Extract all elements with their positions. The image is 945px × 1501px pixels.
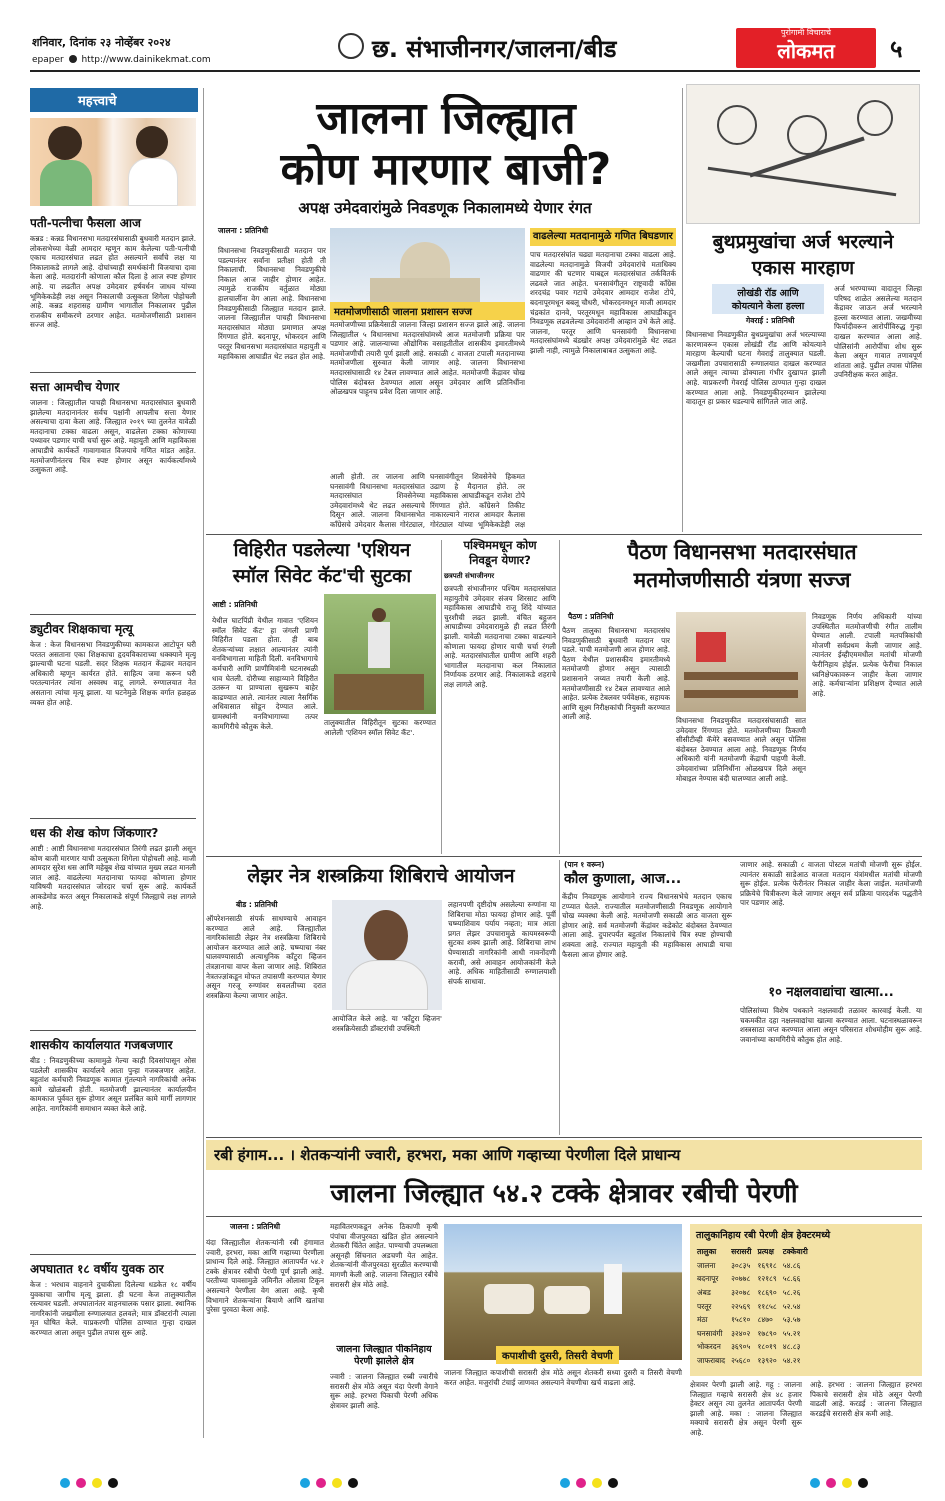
table-cell: २०७७८ [731,1274,751,1284]
laser-story [206,860,556,1135]
edition-title: छ. संभाजीनगर/जालना/बीड [372,35,617,63]
kaul-body-1: केंद्रीय निवडणूक आयोगाने राज्य विधानसभेचे मतदान एकाच टप्प्यात घेतले. राज्यातील मतमोजणीसाठी निवडणूक आयोगाने चोख व्यवस्था केली आहे. मतमोजणी सकाळी आठ वाजता सुरू होणार आहे. सर्व मतमोजणी केंद्रांवर कडेकोट बंदोबस्त ठेवण्यात आला आहे. दुपारपर्यंत बहुतांश निकालांचे चित्र स्पष्ट होण्याची शक्यता आहे. राज्यात महायुती की महाविकास आघाडी याचा फैसला आज होणार आहे. [562,892,732,959]
lead-body-left: विधानसभा निवडणुकीसाठी मतदान पार पडल्यानंतर सर्वांना प्रतीक्षा होती ती निकालाची. विधानसभा निवडणुकीचे निकाल आज जाहीर होणार आहेत. त्यामुळे राजकीय वर्तुळात मोठ्या हालचालींना वेग आला आहे. विधानसभा निवडणुकीसाठी जिल्ह्यात मतदान झाले. जालना जिल्ह्यातील पाचही विधानसभा मतदारसंघात मोठ्या प्रमाणात अपक्ष रिंगणात होते. बदनापूर, भोकरदन आणि परतूर विधानसभा मतदारसंघात महायुती व महाविकास आघाडीत थेट लढत होत आहे. [218,246,326,361]
civet-headline-line1: विहिरीत पडलेल्या 'एशियन [233,540,411,561]
table-cell: परतूर [697,1301,712,1311]
table-cell: १२१८९ [757,1274,777,1284]
rabi-photo-body: जालना जिल्ह्यात कपाशीची सरासरी क्षेत्र मोठे असून शेतकरी सध्या दुसरी व तिसरी वेचणी करत आहेत. मजुरांची टंचाई जाणवत असल्याने वेचणीचा खर्च वाढला आहे. [444,1368,682,1387]
story-body: बीड : निवडणुकीच्या कामामुळे गेल्या काही दिवसांपासून ओस पडलेली शासकीय कार्यालये आता पुन्हा गजबजणार आहेत. बहुतांश कर्मचारी निवडणूक कामात गुंतल्याने नागरिकांची अनेक कामे खोळंबली होती. मतमोजणी झाल्यानंतर कार्यालयीन कामकाज पूर्ववत सुरू होणार असून प्रलंबित कामे मार्गी लागणार आहेत. नागरिकांनी समाधान व्यक्त केले आहे. [30,1056,196,1113]
rabi-right-body-1: क्षेत्रावर पेरणी झाली आहे. गहू : जालना जिल्ह्यात गव्हाचे सरासरी क्षेत्र ४८ हजार हेक्टर असून त्या तुलनेत आतापर्यंत पेरणी झाली आहे. मका : जालना जिल्ह्यात मक्याचे सरासरी क्षेत्र असून पेरणी सुरू आहे. [690,1380,802,1437]
lead-box-title: वाढलेल्या मतदानामुळे गणित बिघडणार [530,228,676,246]
table-cell: ५४.८६ [782,1260,801,1270]
story-title: शासकीय कार्यालयात गजबजणार [30,1038,173,1052]
registration-mark-icon [332,1478,342,1488]
registration-mark-icon [560,1478,570,1488]
table-row [694,1341,811,1355]
table-cell: ११८५८ [757,1301,777,1311]
farm-ploughing-photo [444,1224,682,1360]
registration-mark-icon [576,1478,586,1488]
globe-icon [69,55,77,63]
story-body: केज : केज विधानसभा निवडणुकीच्या कामकाज आटोपून घरी परतत असताना एका शिक्षकाचा हृदयविकाराच्या धक्क्याने मृत्यू झाल्याची घटना घडली. सदर शिक्षक मतदान केंद्रावर मतदान अधिकारी म्हणून कार्यरत होते. साहित्य जमा करून घरी परतल्यानंतर त्यांना अस्वस्थ वाटू लागले. रुग्णालयात नेत असताना त्यांचा मृत्यू झाला. या घटनेमुळे शिक्षक वर्गात हळहळ व्यक्त होत आहे. [30,640,196,707]
paithan-story [562,538,922,854]
table-row [694,1300,811,1314]
sidebar-story-3 [30,620,196,826]
registration-mark-icon [316,1478,326,1488]
epaper-url[interactable]: http://www.dainikekmat.com [81,55,211,65]
story-body: आष्टी : आष्टी विधानसभा मतदारसंघात तिरंगी लढत झाली असून कोण बाजी मारणार याची उत्सुकता शिगेला पोहोचली आहे. माजी आमदार सुरेश धस आणि महेबूब शेख यांच्यात मुख्य लढत मानली जात आहे. वाढलेल्या मतदानाचा फायदा कोणाला होणार याविषयी मतदारसंघात जोरदार चर्चा सुरू आहे. कार्यकर्ते आकडेमोड करत असून निकालाकडे संपूर्ण जिल्ह्याचे लक्ष लागले आहे. [30,844,196,911]
rabi-strip [206,1140,922,1170]
counting-hall-photo [676,612,806,712]
laser-body-1: ऑपरेशनसाठी संपर्क साधण्याचे आवाहन करण्यात आले आहे. जिल्ह्यातील नागरिकांसाठी लेझर नेत्र शस्त्रक्रिया शिबिराचे आयोजन करण्यात आले आहे. चष्म्याचा नंबर घालवण्यासाठी अत्याधुनिक कॉंटुरा व्हिजन तंत्रज्ञानाचा वापर केला जाणार आहे. शिबिरात नेत्रतज्ज्ञांकडून मोफत तपासणी करण्यात येणार असून गरजू रुग्णांवर सवलतीच्या दरात शस्त्रक्रिया केल्या जाणार आहेत. [206,914,326,1000]
lead-box [530,228,676,468]
table-cell: ८४७० [757,1315,773,1325]
table-header-cell: प्रत्यक्ष [757,1247,774,1256]
booth-subhead-line2: कोयत्याने केला हल्ला [731,301,805,312]
booth-headline-line1: बुथप्रमुखांचा अर्ज भरल्याने [712,231,894,253]
west-headline-line2: निवडून येणार? [469,553,531,567]
registration-mark-icon [60,1478,70,1488]
lead-body-col4: घनसावंगीतून शिवसेनेचे हिकमत उढाण हे मैदानात होते. तर महाविकास आघाडीकडून राजेश टोपे रिंगणात होते. काँग्रेसने तिकीट नाकारल्याने नाराज आमदार कैलास गोरंट्याल यांच्या भूमिकेकडेही लक्ष [430,472,525,529]
table-cell: ५२.५४ [782,1301,801,1311]
booth-headline-line2: एकास मारहाण [751,257,855,279]
table-cell: जाफराबाद [697,1355,726,1365]
rabi-story [206,1220,922,1440]
table-cell: बदनापूर [697,1274,719,1284]
paithan-body-1: पैठण तालुका विधानसभा मतदारसंघ निवडणुकीसाठी बुधवारी मतदान पार पडले. याची मतमोजणी आज होणार आहे. पैठण येथील प्रशासकीय इमारतीमध्ये मतमोजणी होणार असून त्यासाठी प्रशासनाने जय्यत तयारी केली आहे. मतमोजणीसाठी १४ टेबल लावण्यात आले आहेत. प्रत्येक टेबलवर पर्यवेक्षक, सहायक आणि सूक्ष्म निरीक्षकांची नियुक्ती करण्यात आली आहे. [562,626,670,722]
page-number: ५ [890,35,903,63]
lead-story [206,82,678,532]
table-cell: २२५६९ [731,1301,751,1311]
rabi-body-2: महावितरणकडून अनेक ठिकाणी कृषी पंपांचा वीजपुरवठा खंडित होत असल्याने शेतकरी चिंतेत आहेत. पाण्याची उपलब्धता असूनही सिंचनात अडचणी येत आहेत. शेतकऱ्यांनी वीजपुरवठा सुरळीत करण्याची मागणी केली आहे. जालना जिल्ह्यात रबीचे सरासरी क्षेत्र मोठे आहे. [330,1222,438,1289]
table-header-cell: सरासरी [731,1247,752,1256]
sidebar-story-1 [30,214,196,362]
table-cell: १६९१८ [757,1260,777,1270]
paithan-headline-line2: मतमोजणीसाठी यंत्रणा सज्ज [633,568,851,592]
booth-subhead-line1: लोखंडी रॉड आणि [737,288,799,299]
sidebar-heading: महत्त्वाचे [30,88,198,112]
newspaper-logo [736,28,876,68]
table-cell: १५८१० [731,1315,751,1325]
booth-story [686,84,922,534]
rabi-table-title: तालुकानिहाय रबी पेरणी क्षेत्र हेक्टरमध्ये [696,1230,831,1241]
paithan-body-3: निवडणूक निर्णय अधिकारी यांच्या उपस्थितीत मतमोजणीची रंगीत तालीम घेण्यात आली. टपाली मतपत्रिकांची मोजणी सर्वप्रथम केली जाणार आहे. त्यानंतर ईव्हीएममधील मतांची मोजणी फेरीनिहाय होईल. प्रत्येक फेरीचा निकाल ध्वनिक्षेपकावरून जाहीर केला जाणार आहे. कर्मचाऱ्यांना प्रशिक्षण देण्यात आले आहे. [812,612,922,698]
registration-mark-icon [858,1478,868,1488]
rabi-body-1: यंदा जिल्ह्यातील शेतकऱ्यांनी रबी हंगामात ज्वारी, हरभरा, मका आणि गव्हाच्या पेरणीला प्राधान्य दिले आहे. जिल्ह्यात आतापर्यंत ५४.२ टक्के क्षेत्रावर रबीची पेरणी पूर्ण झाली आहे. परतीच्या पावसामुळे जमिनीत ओलावा टिकून असल्याने पेरणीला वेग आला आहे. कृषी विभागाने शेतकऱ्यांना बियाणे आणि खतांचा पुरेसा पुरवठा केला आहे. [206,1238,324,1315]
rabi-strip-text: रबी हंगाम... । शेतकऱ्यांनी ज्वारी, हरभरा, मका आणि गव्हाच्या पेरणीला दिले प्राधान्य [214,1146,681,1164]
civet-headline-line2: स्मॉल सिवेट कॅट'ची सुटका [232,566,412,587]
kaul-sub-headline: १० नक्षलवाद्यांचा खात्मा... [768,985,894,1000]
table-cell: २५६८० [731,1355,751,1365]
registration-mark-icon [608,1478,618,1488]
lead-headline-line2: कोण मारणार बाजी? [280,144,612,195]
epaper-line [32,55,211,65]
laser-photo-caption: आयोजित केले आहे. या 'कॉंटुरा व्हिजन' शस्त्रक्रियेसाठी डॉक्टरांची उपस्थिती [332,1014,442,1033]
story-body: जालना : जिल्ह्यातील पाचही विधानसभा मतदारसंघात बुधवारी झालेल्या मतदानानंतर सर्वच पक्षांनी आपलीच सत्ता येणार असल्याचा दावा केला आहे. जिल्ह्यात २०१९ च्या तुलनेत यावेळी मतदानाचा टक्का वाढला असून, वाढलेला टक्का कोणाच्या पथ्यावर पडणार याची चर्चा सुरू आहे. महायुती आणि महाविकास आघाडीचे कार्यकर्ते गावागावात विजयाचे गणित मांडत आहेत. मतमोजणीनंतरच चित्र स्पष्ट होणार असून कार्यकर्त्यांमध्ये उत्सुकता आहे. [30,398,196,475]
leaders-photo [30,118,196,206]
table-cell: ५८.६६ [782,1274,801,1284]
sidebar-story-6 [30,1260,196,1443]
civet-photo-caption: तालुक्यातील विहिरीतून सुटका करण्यात आलेली 'एशियन स्मॉल सिवेट कॅट'. [324,718,436,737]
lead-subhead: अपक्ष उमेदवारांमुळे निवडणूक निकालामध्ये येणार रंगत [298,199,592,217]
sidebar-story-4 [30,824,196,1036]
west-story [444,538,556,854]
registration-mark-icon [300,1478,310,1488]
booth-dateline: गेवराई : प्रतिनिधी [746,316,795,325]
administration-building-photo [330,228,525,302]
rabi-sub-body: ज्वारी : जालना जिल्ह्यात रब्बी ज्वारीचे सरासरी क्षेत्र मोठे असून यंदा पेरणी वेगाने सुरू आहे. हरभरा पिकाची पेरणी अधिक क्षेत्रावर झाली आहे. [330,1372,438,1410]
sidebar-story-5 [30,1036,196,1256]
table-cell: ५५.२१ [782,1328,801,1338]
civet-dateline: आष्टी : प्रतिनिधी [212,600,258,609]
west-headline-line1: पश्चिममधून कोण [463,538,537,552]
kaul-body-2: जाणार आहे. सकाळी ८ वाजता पोस्टल मतांची मोजणी सुरू होईल. त्यानंतर सकाळी साडेआठ वाजता मतदान यंत्रांमधील मतांची मोजणी सुरू होईल. प्रत्येक फेरीनंतर निकाल जाहीर केला जाईल. मतमोजणी प्रक्रियेचे चित्रीकरण केले जाणार असून सर्व प्रक्रिया पारदर्शक पद्धतीने पार पडणार आहे. [740,860,922,908]
table-cell: भोकरदन [697,1342,721,1352]
rabi-dateline: जालना : प्रतिनिधी [230,1222,281,1231]
rabi-sub-title: जालना जिल्ह्यात पीकनिहाय पेरणी झालेले क्षेत्र [336,1344,432,1367]
lead-body-col3: आली होती. तर जालना आणि घनसावंगी विधानसभा मतदारसंघात मतदारसंघात शिवसेनेच्या उमेदवारांमध्ये थेट लढत असल्याचे दिसून आले. जालना विधानसभेत काँग्रेसचे उमेदवार कैलास गोरंट्याल, [330,472,425,529]
logo-title: लोकमत [777,39,835,63]
table-cell: ३०८३५ [731,1260,751,1270]
lead-body-mid: मतमोजणीच्या प्रक्रियेसाठी जालना जिल्हा प्रशासन सज्ज झाले आहे. जालना जिल्ह्यातील ५ विधानसभा मतदारसंघांमध्ये आज मतमोजणी प्रक्रिया पार पडणार आहे. जालन्याच्या औद्योगिक वसाहतीतील शासकीय इमारतीमध्ये मतमोजणीची तयारी पूर्ण झाली आहे. सकाळी ८ वाजता टपाली मतदानाच्या मतमोजणीला सुरुवात केली जाणार आहे. जालना विधानसभा मतदारसंघासाठी १४ टेबल लावण्यात आले आहेत. मतमोजणी केंद्रावर चोख पोलिस बंदोबस्त ठेवण्यात आला असून उमेदवार आणि प्रतिनिधींना ओळखपत्र पाहूनच प्रवेश दिला जाणार आहे. [330,320,525,397]
registration-mark-icon [810,1478,820,1488]
civet-body: येथील घाटपिंप्री येथील गावात 'एशियन स्मॉल सिवेट कॅट' हा जंगली प्राणी विहिरीत पडला होता. ही बाब शेतकऱ्यांच्या लक्षात आल्यानंतर त्यांनी वनविभागाला माहिती दिली. वनविभागाचे कर्मचारी आणि प्राणीमित्रांनी घटनास्थळी धाव घेतली. दोरीच्या साहाय्याने विहिरीत उतरून या प्राण्याला सुखरूप बाहेर काढण्यात आले. त्यानंतर त्याला नैसर्गिक अधिवासात सोडून देण्यात आले. ग्रामस्थांनी वनविभागाच्या तत्पर कामगिरीचे कौतुक केले. [212,616,318,731]
laser-dateline: बीड : प्रतिनिधी [236,900,278,909]
lead-photo-caption: मतमोजणीसाठी जालना प्रशासन सज्ज [330,302,525,320]
edition-emblem-icon [338,33,364,59]
registration-mark-icon [592,1478,602,1488]
table-cell: १३९२० [757,1355,777,1365]
table-cell: १८०१९ [757,1342,777,1352]
rabi-table-box [690,1224,922,1376]
table-cell: ५३.५७ [782,1315,801,1325]
doctor-portrait-photo [332,900,442,1010]
table-cell: ५८.२६ [782,1287,801,1297]
assault-illustration [686,84,920,224]
table-row [694,1259,811,1273]
west-body: छत्रपती संभाजीनगर पश्चिम मतदारसंघात महायुतीचे उमेदवार संजय शिरसाट आणि महाविकास आघाडीचे राजू शिंदे यांच्यात चुरशीची लढत झाली. वंचित बहुजन आघाडीच्या उमेदवारामुळे ही लढत तिरंगी झाली. यावेळी मतदानाचा टक्का वाढल्याने कोणाला फायदा होणार याची चर्चा रंगली आहे. मतदारसंघातील ग्रामीण आणि शहरी भागातील मतदानाचा कल निकालात निर्णायक ठरणार आहे. निकालाकडे शहराचे लक्ष लागले आहे. [444,584,556,689]
civet-story [206,538,438,854]
booth-body-left: विधानसभा निवडणुकीत बुथप्रमुखांचा अर्ज भरल्याच्या कारणावरून एकास लोखंडी रॉड आणि कोयत्याने मारहाण केल्याची घटना गेवराई तालुक्यात घडली. जखमीला उपचारासाठी रुग्णालयात दाखल करण्यात आले असून त्याच्या डोक्याला गंभीर दुखापत झाली आहे. याप्रकरणी गेवराई पोलिस ठाण्यात गुन्हा दाखल करण्यात आला आहे. निवडणुकीदरम्यान झालेल्या वादातून हा प्रकार घडल्याचे सांगितले जात आहे. [686,330,826,407]
story-body: केज : भरधाव वाहनाने दुचाकीला दिलेल्या धडकेत १८ वर्षीय युवकाचा जागीच मृत्यू झाला. ही घटना केज तालुक्यातील रस्त्यावर घडली. अपघातानंतर वाहनचालक पसार झाला. स्थानिक नागरिकांनी जखमीला रुग्णालयात हलवले; मात्र डॉक्टरांनी त्याला मृत घोषित केले. याप्रकरणी पोलिस ठाण्यात गुन्हा दाखल करण्यात आला असून पुढील तपास सुरू आहे. [30,1280,196,1337]
table-row [694,1286,811,1300]
table-cell: ५४.२१ [782,1355,801,1365]
table-cell: ३२४०२ [731,1328,751,1338]
registration-mark-icon [108,1478,118,1488]
kaul-sub-body: पोलिसांच्या विशेष पथकाने नक्षलवादी तळावर कारवाई केली. या चकमकीत दहा नक्षलवाद्यांचा खात्मा करण्यात आला. घटनास्थळावरून शस्त्रसाठा जप्त करण्यात आला असून परिसरात शोधमोहीम सुरू आहे. जवानांच्या कामगिरीचे कौतुक होत आहे. [740,1006,922,1044]
table-row [694,1354,811,1368]
paithan-headline-line1: पैठण विधानसभा मतदारसंघात [627,540,857,564]
rabi-photo-caption: कपाशीची दुसरी, तिसरी वेचणी [496,1346,619,1364]
table-header-cell: टक्केवारी [782,1247,808,1256]
lead-box-body: पाच मतदारसंघांत चढ्या मतदानाचा टक्का वाढला आहे. वाढलेल्या मतदानामुळे विजयी उमेदवारांचे मताधिक्य वाढणार की घटणार याबद्दल मतदारसंघात तर्कवितर्क लढवले जात आहेत. घनसावंगीतून राष्ट्रवादी काँग्रेस शरदचंद्र पवार गटाचे उमेदवार आमदार राजेश टोपे, बदनापूरमधून बबलू चौधरी, भोकरदनमधून माजी आमदार चंद्रकांत दानवे, परतूरमधून महाविकास आघाडीकडून निवडणूक लढवलेल्या उमेदवारांनी आव्हान उभे केले आहे. जालना, परतूर आणि घनसावंगी विधानसभा मतदारसंघांमध्ये बंडखोर अपक्ष उमेदवारांमुळे थेट लढत झाली नाही, त्यामुळे निकालाबाबत उत्सुकता आहे. [530,250,676,355]
lead-dateline: जालना : प्रतिनिधी [218,226,269,235]
laser-body-2: लहानपणी दृष्टीदोष असलेल्या रुग्णांना या शिबिराचा मोठा फायदा होणार आहे. पूर्वी चष्म्याशिवाय पर्याय नव्हता; मात्र आता प्रगत लेझर उपचारामुळे कायमस्वरूपी सुटका शक्य झाली आहे. शिबिराचा लाभ घेण्यासाठी नागरिकांनी आधी नावनोंदणी करावी, असे आवाहन आयोजकांनी केले आहे. अधिक माहितीसाठी रुग्णालयाशी संपर्क साधावा. [448,900,556,986]
table-cell: ३६९०५ [731,1342,751,1352]
kaul-story [562,860,922,1135]
story-body: कन्नड : कन्नड विधानसभा मतदारसंघासाठी बुधवारी मतदान झाले. लोकसभेच्या वेळी आमदार म्हणून काम केलेल्या पती-पत्नीची एकाच मतदारसंघात लढत होत असल्याने सर्वांचे लक्ष या निकालाकडे लागले आहे. दोघांच्याही समर्थकांनी विजयाचा दावा केला आहे. मतदारांनी कोणाला कौल दिला हे आज स्पष्ट होणार आहे. या लढतीत अपक्ष उमेदवार हर्षवर्धन जाधव यांच्या भूमिकेकडेही लक्ष असून निकालाची उत्सुकता शिगेला पोहोचली आहे. कन्नड शहरासह ग्रामीण भागातील निकालावर पुढील राजकीय समीकरणे ठरणार आहेत. मतमोजणीसाठी प्रशासन सज्ज आहे. [30,234,196,330]
story-title: ड्युटीवर शिक्षकाचा मृत्यू [30,622,133,636]
rabi-headline: जालना जिल्ह्यात ५४.२ टक्के क्षेत्रावर रबीची पेरणी [330,1179,798,1209]
table-cell: जालना [697,1260,716,1270]
lead-headline-line1: जालना जिल्ह्यात [316,94,576,144]
story-title: पती-पत्नीचा फैसला आज [30,216,141,230]
laser-headline: लेझर नेत्र शस्त्रक्रिया शिबिराचे आयोजन [247,865,515,887]
epaper-label: epaper [32,55,64,65]
story-title: धस की शेख कोण जिंकणार? [30,826,159,840]
west-dateline: छत्रपती संभाजीनगर [444,572,495,580]
registration-mark-icon [842,1478,852,1488]
table-cell: १७८९० [757,1328,777,1338]
registration-mark-icon [826,1478,836,1488]
booth-subhead [712,284,824,314]
table-header-row [694,1245,811,1259]
paithan-dateline: पैठण : प्रतिनिधी [568,612,614,621]
table-header-cell: तालुका [697,1247,717,1256]
table-cell: ३२०७८ [731,1287,751,1297]
sidebar-story-2 [30,378,196,612]
civet-rescue-photo [324,594,436,714]
table-row [694,1273,811,1287]
table-row [694,1313,811,1327]
table-cell: १८६९० [757,1287,777,1297]
booth-body-right: अर्ज भरण्याच्या वादातून जिल्हा परिषद शाळेत असलेल्या मतदान केंद्रावर जाऊन अर्ज भरल्याने हल्ला करण्यात आला. जखमीच्या फिर्यादीवरून आरोपींविरुद्ध गुन्हा दाखल करण्यात आला आहे. पोलिसांनी आरोपींचा शोध सुरू केला असून गावात तणावपूर्ण शांतता आहे. पुढील तपास पोलिस उपनिरीक्षक करत आहेत. [834,284,922,380]
date-line: शनिवार, दिनांक २३ नोव्हेंबर २०२४ [32,36,171,49]
rabi-right-body-2: आहे. हरभरा : जालना जिल्ह्यात हरभरा पिकाचे सरासरी क्षेत्र मोठे असून पेरणी वाढली आहे. करडई : जालना जिल्ह्यात करडईचे सरासरी क्षेत्र कमी आहे. [810,1380,922,1418]
kaul-kicker: (पान १ वरून) [564,860,605,869]
registration-mark-icon [348,1478,358,1488]
paithan-body-2: विधानसभा निवडणुकीत मतदारसंघासाठी सात उमेदवार रिंगणात होते. मतमोजणीच्या ठिकाणी सीसीटीव्ही कॅमेरे बसवण्यात आले असून पोलिस बंदोबस्त ठेवण्यात आला आहे. निवडणूक निर्णय अधिकारी यांनी मतमोजणी केंद्राची पाहणी केली. उमेदवारांच्या प्रतिनिधींना ओळखपत्र दिले असून मोबाइल नेण्यास बंदी घालण्यात आली आहे. [676,716,806,783]
sidebar [30,88,198,1443]
table-row [694,1327,811,1341]
registration-mark-icon [92,1478,102,1488]
story-title: अपघातात १८ वर्षीय युवक ठार [30,1262,164,1276]
registration-mark-icon [76,1478,86,1488]
rabi-sowing-table [694,1245,811,1368]
table-cell: घनसावंगी [697,1328,723,1338]
kaul-headline: कौल कुणाला, आज... [564,871,682,887]
story-title: सत्ता आमचीच येणार [30,380,120,394]
table-cell: मंठा [697,1315,708,1325]
masthead [0,0,945,72]
logo-tagline: पुरोगामी विचाराचे [781,28,831,37]
table-cell: अंबड [697,1287,711,1297]
table-cell: ४८.८३ [782,1342,801,1352]
